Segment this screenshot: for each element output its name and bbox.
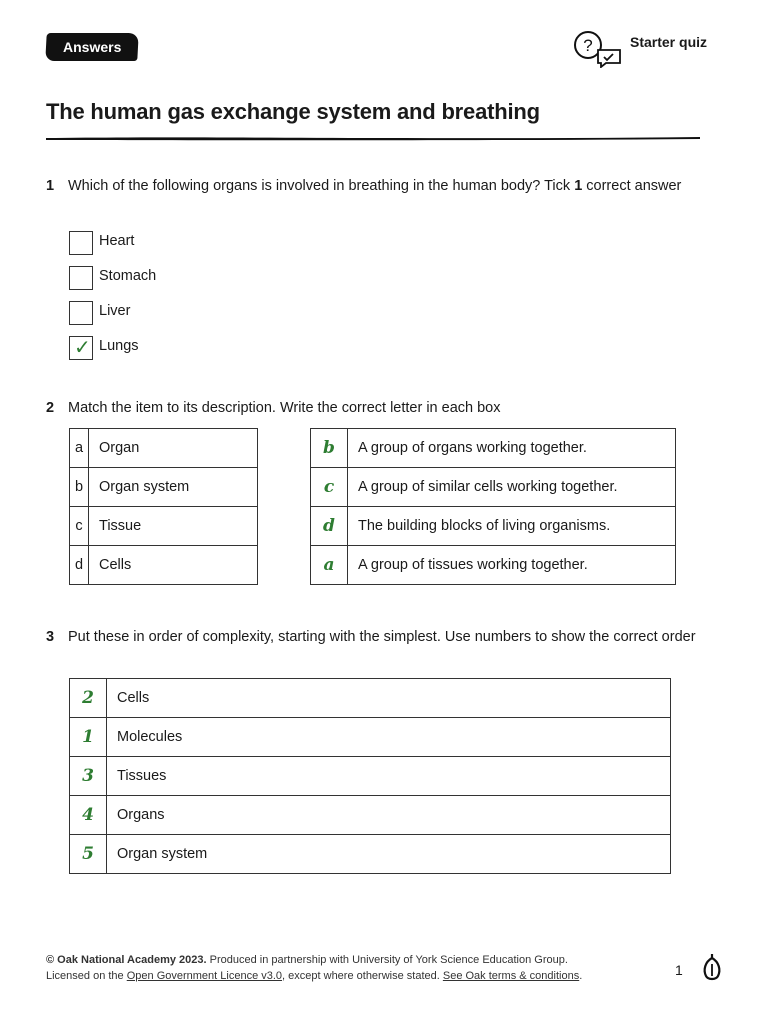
table-row <box>311 468 676 507</box>
table-row <box>311 507 676 546</box>
question-1-number: 1 <box>46 178 55 194</box>
order-item-label: Organ system <box>107 835 671 874</box>
q3-order-table <box>69 678 671 874</box>
answer-box[interactable]: a <box>311 546 348 585</box>
order-item-label: Cells <box>107 679 671 718</box>
answer-box[interactable]: b <box>311 429 348 468</box>
licence-link[interactable]: Open Government Licence v3.0 <box>126 970 283 982</box>
checkbox[interactable] <box>69 231 93 255</box>
answer-box[interactable]: 5 <box>70 835 107 874</box>
answer-box[interactable]: 3 <box>70 757 107 796</box>
quiz-type-label: Starter quiz <box>630 34 708 50</box>
partnership-text: Produced in partnership with University of York Science Education Group. <box>206 954 568 966</box>
q2-descriptions-table <box>310 428 676 585</box>
item-label: Cells <box>89 546 258 585</box>
copyright-text: © Oak National Academy 2023. <box>46 954 207 966</box>
table-row <box>70 796 671 835</box>
q2-items-table <box>69 428 258 585</box>
table-row <box>311 429 676 468</box>
question-2-number: 2 <box>46 400 55 416</box>
question-1-text <box>68 176 718 196</box>
option-label: Liver <box>99 303 131 319</box>
licence-suffix: , except where otherwise stated. <box>282 970 443 982</box>
checkbox[interactable] <box>69 266 93 290</box>
answer-box[interactable]: c <box>311 468 348 507</box>
checkmark-icon: ✓ <box>74 335 91 359</box>
table-row <box>311 546 676 585</box>
answer-box[interactable]: 2 <box>70 679 107 718</box>
question-3-number: 3 <box>46 629 55 645</box>
item-label: Tissue <box>89 507 258 546</box>
answer-box[interactable]: d <box>311 507 348 546</box>
question-2-text: Match the item to its description. Write the correct letter in each box <box>68 400 501 416</box>
item-key: b <box>70 468 89 507</box>
terms-link[interactable]: See Oak terms & conditions <box>442 970 580 982</box>
table-row <box>70 835 671 874</box>
order-item-label: Molecules <box>107 718 671 757</box>
item-label: Organ <box>89 429 258 468</box>
answer-box[interactable]: 1 <box>70 718 107 757</box>
description-text: A group of tissues working together. <box>348 546 676 585</box>
table-row <box>70 429 258 468</box>
footer-line-2 <box>46 968 646 984</box>
question-1-text-end: correct answer <box>582 178 682 194</box>
description-text: A group of similar cells working together. <box>348 468 676 507</box>
checkbox[interactable] <box>69 301 93 325</box>
footer <box>46 952 646 984</box>
footer-line-1 <box>46 952 646 968</box>
table-row <box>70 546 258 585</box>
item-key: c <box>70 507 89 546</box>
question-1-text-start: Which of the following organs is involved in breathing in the human body? Tick <box>68 178 575 194</box>
table-row <box>70 468 258 507</box>
checkbox-checked[interactable] <box>69 336 93 360</box>
title-underline <box>46 135 700 141</box>
answer-box[interactable]: 4 <box>70 796 107 835</box>
item-key: a <box>70 429 89 468</box>
item-label: Organ system <box>89 468 258 507</box>
answers-badge <box>45 33 138 61</box>
option-label: Heart <box>99 233 135 249</box>
item-key: d <box>70 546 89 585</box>
table-row <box>70 718 671 757</box>
question-3-text: Put these in order of complexity, starting with the simplest. Use numbers to show the correct order <box>68 629 696 645</box>
licence-prefix: Licensed on the <box>46 970 127 982</box>
order-item-label: Tissues <box>107 757 671 796</box>
terms-suffix: . <box>579 970 583 982</box>
question-chat-icon <box>572 28 624 68</box>
description-text: A group of organs working together. <box>348 429 676 468</box>
table-row <box>70 507 258 546</box>
order-item-label: Organs <box>107 796 671 835</box>
option-label: Stomach <box>99 268 157 284</box>
page-number: 1 <box>675 962 683 978</box>
table-row <box>70 757 671 796</box>
oak-acorn-icon <box>700 954 724 984</box>
question-1-text-bold: 1 <box>574 178 583 194</box>
option-label: Lungs <box>99 338 139 354</box>
answers-badge-label: Answers <box>62 39 122 55</box>
page-title: The human gas exchange system and breathing <box>46 99 540 124</box>
table-row <box>70 679 671 718</box>
svg-text:?: ? <box>583 36 593 55</box>
description-text: The building blocks of living organisms. <box>348 507 676 546</box>
